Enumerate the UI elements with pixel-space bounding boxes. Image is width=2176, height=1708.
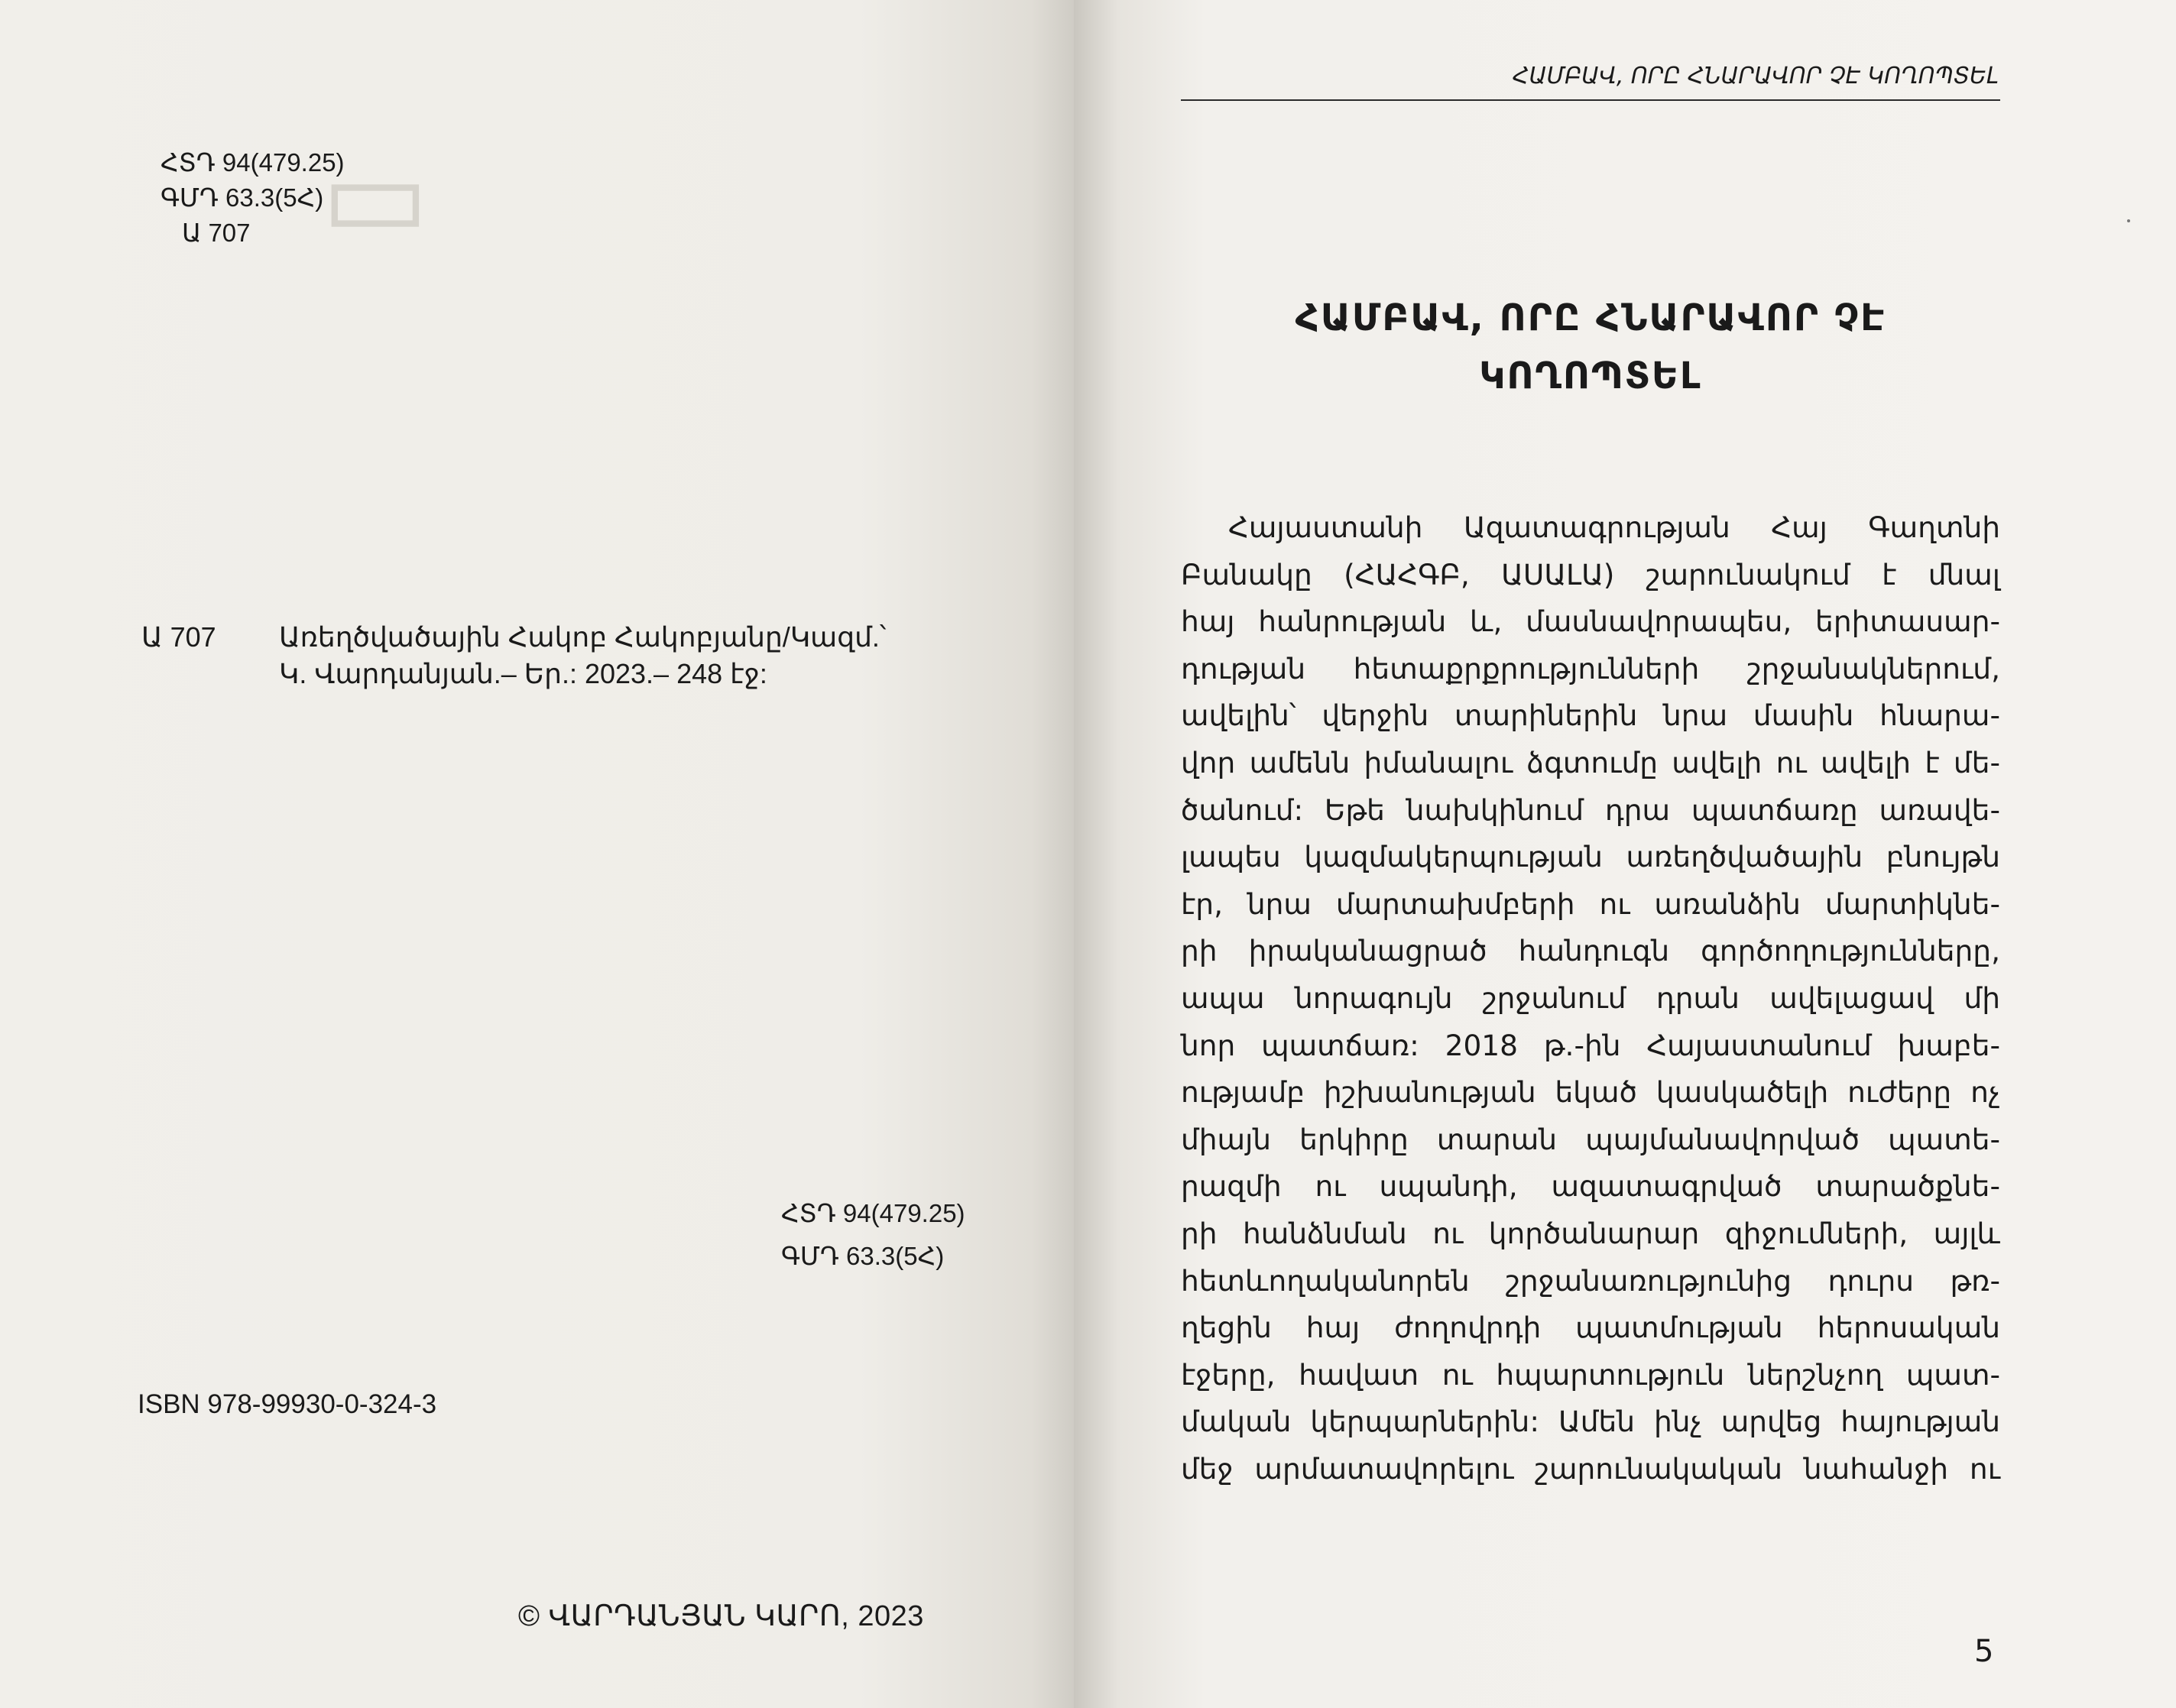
body-line: ավելին՝ վերջին տարիներին նրա մասին հնարա- bbox=[1181, 698, 2000, 733]
udc-classification-right bbox=[781, 1192, 965, 1278]
body-line: էջերը, հավատ ու հպարտություն ներշնչող պատ- bbox=[1181, 1357, 2000, 1392]
body-line: ծանում: Եթե նախկինում դրա պատճառը առավե- bbox=[1181, 792, 2000, 827]
body-line: վոր ամենն իմանալու ձգտումը ավելի ու ավելի է մե- bbox=[1181, 745, 2000, 779]
body-line: ապա նորագույն շրջանում դրան ավելացավ մի bbox=[1181, 980, 2000, 1015]
chapter-title-line: ԿՈՂՈՊՏԵԼ bbox=[1479, 355, 1702, 397]
udc-code: ՀՏԴ 94(479.25) bbox=[781, 1199, 965, 1227]
running-head: ՀԱՄԲԱՎ, ՈՐԸ ՀՆԱՐԱՎՈՐ ՉԷ ԿՈՂՈՊՏԵԼ bbox=[1513, 63, 1999, 89]
catalog-description bbox=[279, 619, 952, 692]
left-page bbox=[0, 0, 1074, 1708]
udc-classification-block bbox=[161, 145, 345, 251]
body-line: րի իրականացրած հանդուգն գործողությունները, bbox=[1181, 934, 2000, 968]
body-line: Հայաստանի Ազատագրության Հայ Գաղտնի bbox=[1228, 510, 2000, 544]
lbc-code: ԳՄԴ 63.3(5Հ) bbox=[161, 183, 324, 212]
header-rule bbox=[1181, 99, 2000, 101]
body-line: դության հետաքրքրությունների շրջանակներում, bbox=[1181, 651, 2000, 685]
chapter-title bbox=[1181, 289, 2000, 405]
copyright-notice: © ՎԱՐԴԱՆՅԱՆ ԿԱՐՈ, 2023 bbox=[518, 1600, 924, 1632]
chapter-title-line: ՀԱՄԲԱՎ, ՈՐԸ ՀՆԱՐԱՎՈՐ ՉԷ bbox=[1295, 297, 1886, 339]
isbn: ISBN 978-99930-0-324-3 bbox=[138, 1389, 437, 1419]
catalog-code: Ա 707 bbox=[141, 621, 216, 653]
paper-speck bbox=[2127, 219, 2130, 222]
page-number: 5 bbox=[1974, 1634, 1994, 1669]
catalog-line: Կ. Վարդանյան.– Եր.: 2023.– 248 էջ: bbox=[279, 658, 767, 689]
catalog-line: Առեղծվածային Հակոբ Հակոբյանը/Կազմ.՝ bbox=[279, 621, 887, 653]
lbc-code: ԳՄԴ 63.3(5Հ) bbox=[781, 1242, 945, 1270]
body-line: հետևողականորեն շրջանառությունից դուրս թռ- bbox=[1181, 1263, 2000, 1298]
body-line: Բանակը (ՀԱՀԳԲ, ԱՍԱԼԱ) շարունակում է մնալ bbox=[1181, 557, 2000, 591]
body-line: նոր պատճառ: 2018 թ.-ին Հայաստանում խաբե- bbox=[1181, 1028, 2000, 1062]
body-line: մական կերպարներին: Ամեն ինչ արվեց հայության bbox=[1181, 1405, 2000, 1439]
body-line: ությամբ իշխանության եկած կասկածելի ուժերը ոչ bbox=[1181, 1075, 2000, 1110]
body-text bbox=[1181, 504, 2000, 1492]
body-line: հայ հանրության և, մասնավորապես, երիտասար- bbox=[1181, 604, 2000, 639]
udc-code: ՀՏԴ 94(479.25) bbox=[161, 148, 345, 177]
body-line: րի հանձնման ու կործանարար զիջումների, այլև bbox=[1181, 1216, 2000, 1250]
body-line: էր, նրա մարտախմբերի ու առանձին մարտիկնե- bbox=[1181, 886, 2000, 921]
body-line: միայն երկիրը տարան պայմանավորված պատե- bbox=[1181, 1122, 2000, 1156]
body-line: մեջ արմատավորելու շարունակական նահանջի ու bbox=[1181, 1451, 2000, 1486]
author-mark: Ա 707 bbox=[182, 219, 251, 247]
body-line: րազմի ու սպանդի, ազատագրված տարածքնե- bbox=[1181, 1169, 2000, 1204]
bleed-through-mark: ▭ bbox=[321, 130, 430, 263]
body-line: ղեցին հայ ժողովրդի պատմության հերոսական bbox=[1181, 1311, 2000, 1345]
body-line: լապես կազմակերպության առեղծվածային բնույթն bbox=[1181, 840, 2000, 874]
